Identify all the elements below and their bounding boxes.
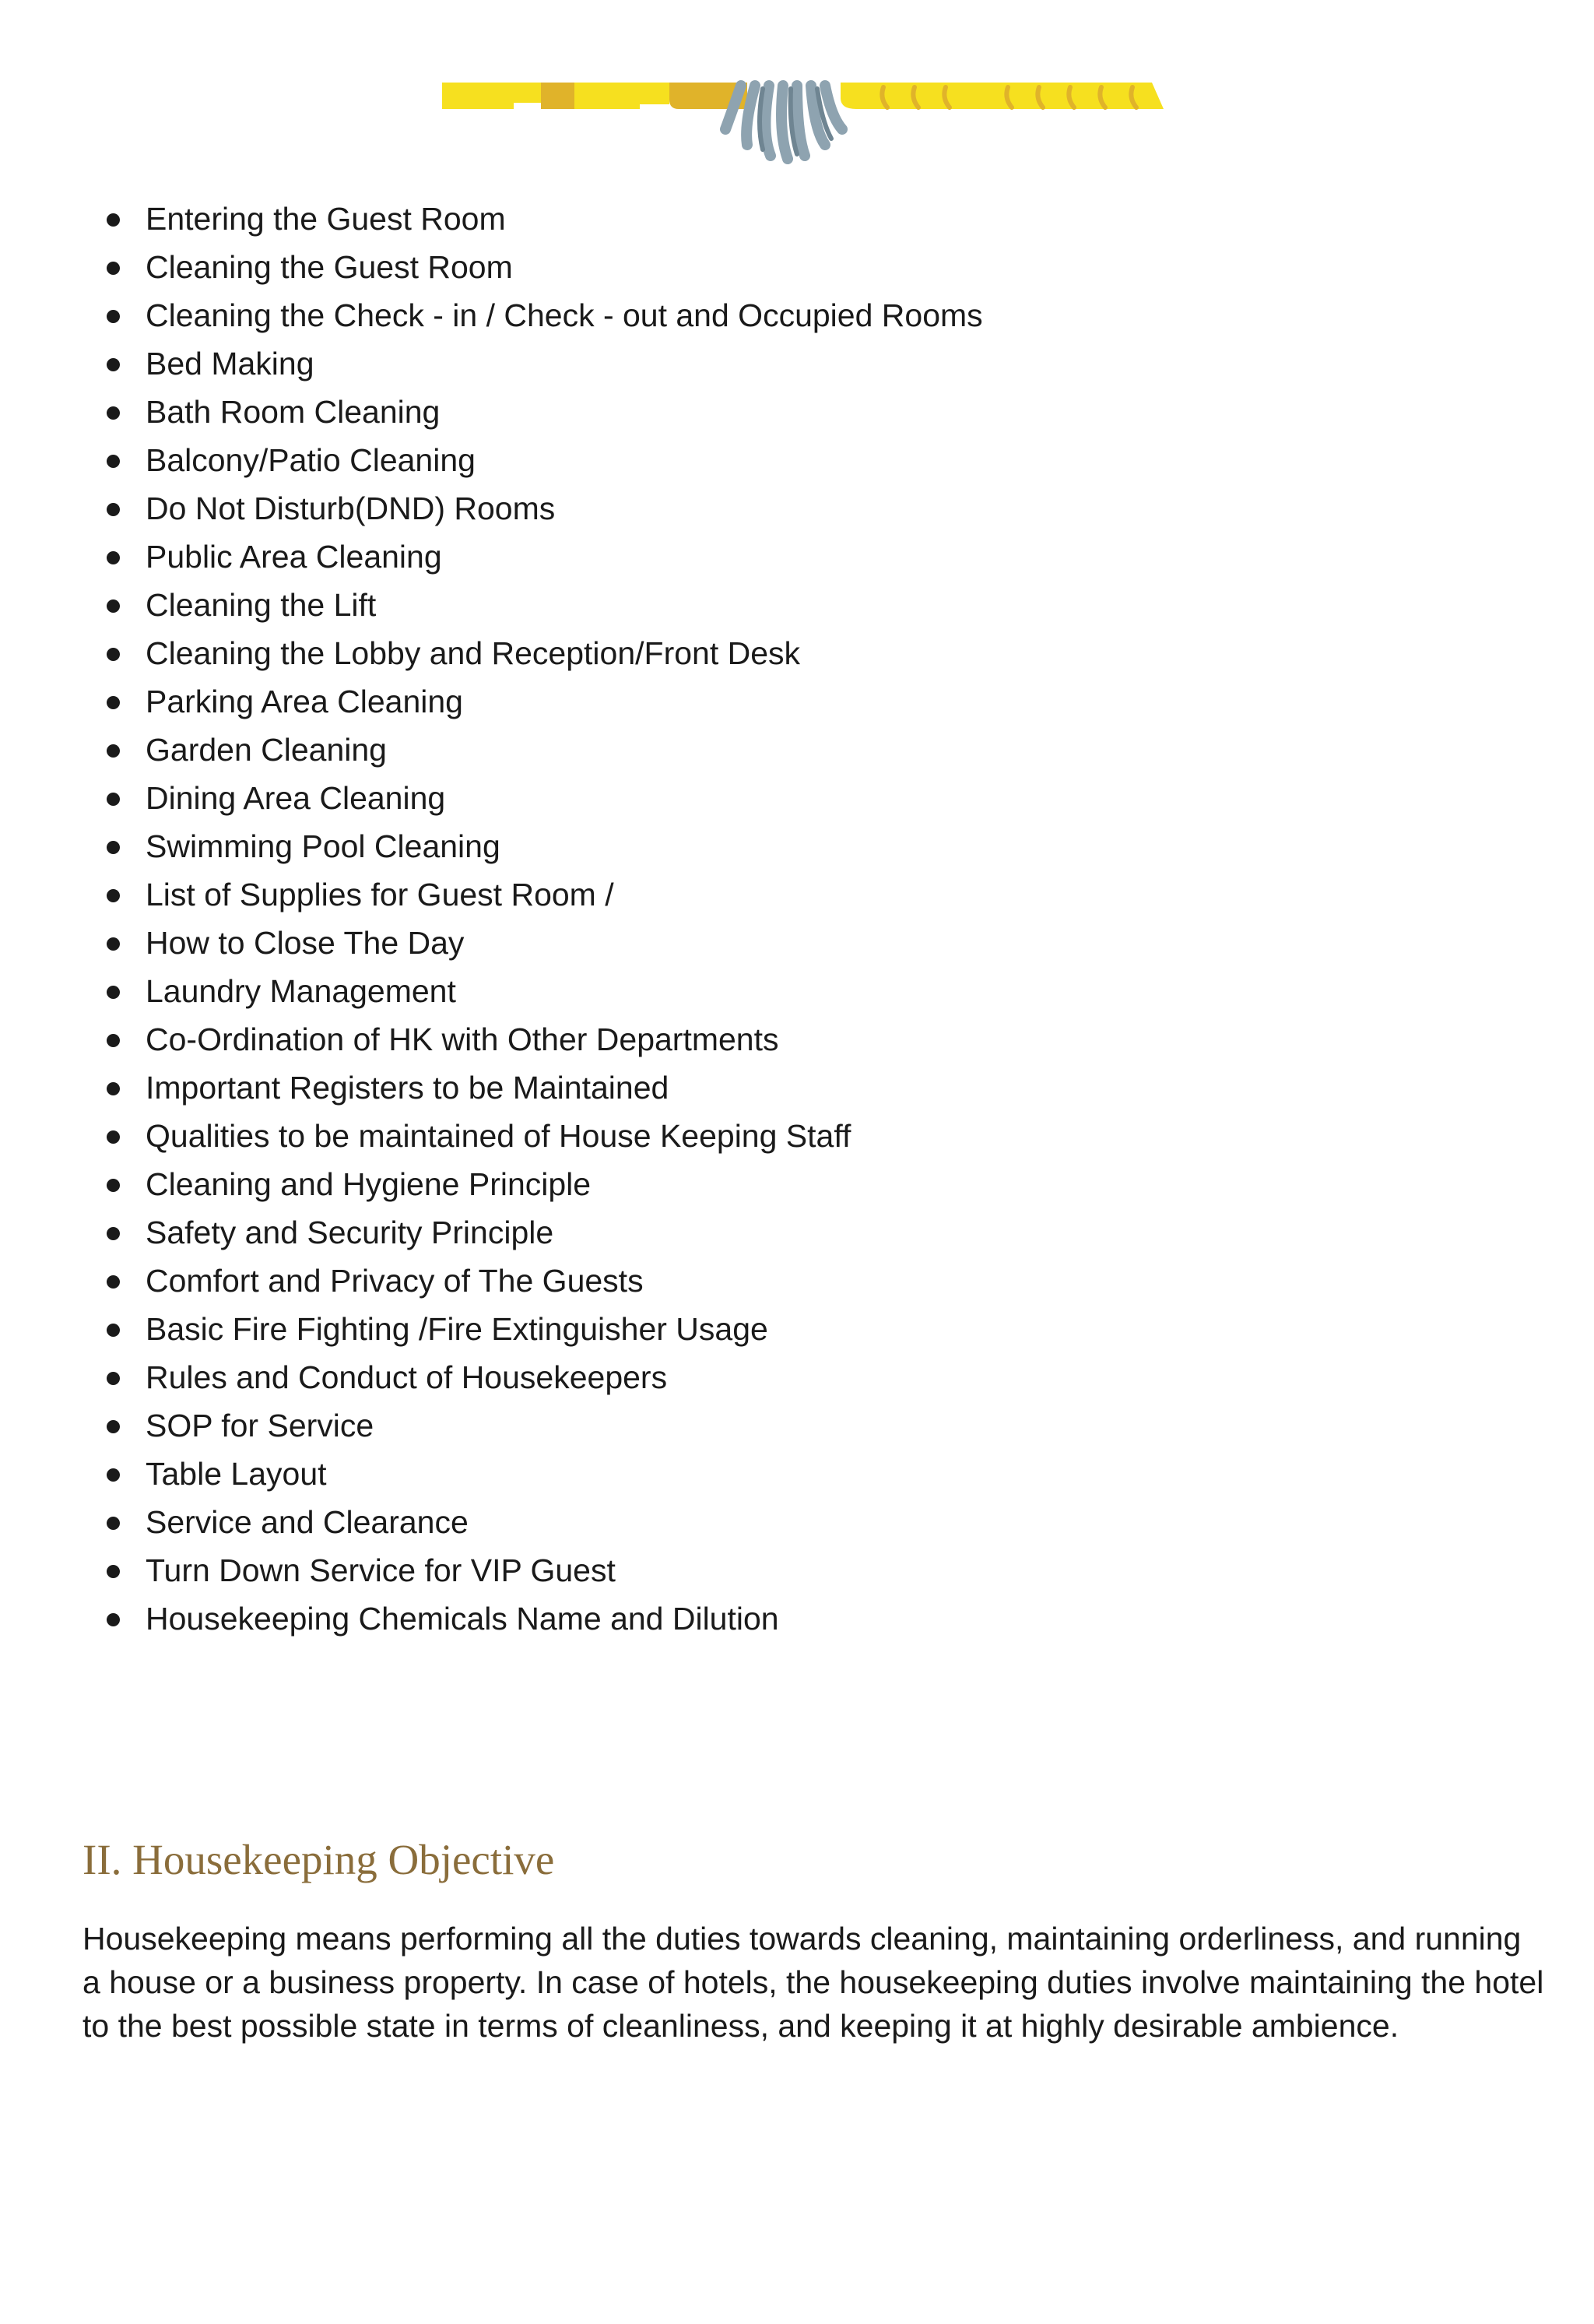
list-item (0, 822, 1594, 870)
mop-broom-illustration (436, 78, 1167, 171)
bullet-icon (107, 744, 120, 758)
list-item-label: Cleaning and Hygiene Principle (146, 1166, 592, 1202)
list-item (0, 1401, 1594, 1450)
bullet-icon (107, 1420, 120, 1433)
bullet-icon (107, 455, 120, 468)
list-item-label: Parking Area Cleaning (146, 684, 463, 719)
bullet-icon (107, 696, 120, 709)
list-item (0, 581, 1594, 629)
bullet-icon (107, 937, 120, 951)
list-item (0, 484, 1594, 533)
bullet-icon (107, 1517, 120, 1530)
broom-handle-right (841, 83, 1164, 109)
list-item-label: Housekeeping Chemicals Name and Dilution (146, 1601, 779, 1637)
list-item-label: Cleaning the Lobby and Reception/Front Desk (146, 635, 801, 671)
list-item-label: Swimming Pool Cleaning (146, 828, 500, 864)
list-item (0, 1305, 1594, 1353)
bullet-icon (107, 551, 120, 564)
section-title: II. Housekeeping Objective (83, 1836, 555, 1883)
list-item (0, 1160, 1594, 1208)
list-item-label: Cleaning the Lift (146, 587, 377, 623)
broom-block-3 (640, 83, 669, 104)
list-item-label: Turn Down Service for VIP Guest (146, 1552, 616, 1588)
broom-notch-1 (541, 83, 574, 109)
list-item (0, 1015, 1594, 1064)
section-body: Housekeeping means performing all the duties towards cleaning, maintaining orderliness, and running a house or a business property. In case of hotels, the housekeeping duties involve maintaining the hotel to the best possible state in terms of cleanliness, and keeping it at highly desirable ambience. (83, 1921, 1544, 2044)
bullet-icon (107, 889, 120, 902)
list-item-label: Garden Cleaning (146, 732, 387, 768)
bullet-icon (107, 648, 120, 661)
bullet-icon (107, 599, 120, 613)
list-item-label: Basic Fire Fighting /Fire Extinguisher Usage (146, 1311, 768, 1347)
list-item-label: Table Layout (146, 1456, 327, 1492)
list-item (0, 677, 1594, 726)
bullet-icon (107, 262, 120, 275)
list-item (0, 1064, 1594, 1112)
broom-handle-left (442, 83, 514, 109)
list-item (0, 726, 1594, 774)
broom-block-1 (514, 83, 541, 103)
list-item-label: Cleaning the Check - in / Check - out and Occupied Rooms (146, 297, 983, 333)
list-item-label: Important Registers to be Maintained (146, 1070, 669, 1106)
bullet-icon (107, 1034, 120, 1047)
list-item (0, 388, 1594, 436)
list-item (0, 1353, 1594, 1401)
bullet-icon (107, 1227, 120, 1240)
bullet-icon (107, 310, 120, 323)
list-item-label: Bath Room Cleaning (146, 394, 441, 430)
list-item (0, 291, 1594, 339)
bullet-icon (107, 1130, 120, 1144)
bullet-icon (107, 358, 120, 371)
list-item (0, 1498, 1594, 1546)
bullet-icon (107, 1082, 120, 1095)
list-item (0, 1208, 1594, 1257)
list-item (0, 339, 1594, 388)
list-item (0, 774, 1594, 822)
list-item (0, 870, 1594, 919)
list-item-label: Entering the Guest Room (146, 201, 506, 237)
list-item-label: List of Supplies for Guest Room / (146, 877, 614, 912)
list-item (0, 967, 1594, 1015)
list-item-label: Service and Clearance (146, 1504, 469, 1540)
broom-block-2 (574, 83, 640, 109)
list-item-label: Comfort and Privacy of The Guests (146, 1263, 644, 1299)
list-item-label: Co-Ordination of HK with Other Departments (146, 1021, 779, 1057)
list-item (0, 436, 1594, 484)
bullet-icon (107, 406, 120, 420)
list-item-label: Do Not Disturb(DND) Rooms (146, 490, 556, 526)
list-item-label: Public Area Cleaning (146, 539, 442, 575)
list-item-label: Rules and Conduct of Housekeepers (146, 1359, 668, 1395)
bullet-icon (107, 1565, 120, 1578)
bullet-icon (107, 793, 120, 806)
list-item-label: Laundry Management (146, 973, 456, 1009)
topic-list (0, 195, 1594, 1643)
bullet-icon (107, 1372, 120, 1385)
list-item (0, 1450, 1594, 1498)
bullet-icon (107, 841, 120, 854)
bullet-icon (107, 1468, 120, 1482)
list-item-label: SOP for Service (146, 1408, 374, 1443)
bullet-icon (107, 503, 120, 516)
list-item (0, 1594, 1594, 1643)
list-item (0, 1112, 1594, 1160)
list-item (0, 243, 1594, 291)
list-item-label: Dining Area Cleaning (146, 780, 446, 816)
list-item-label: Qualities to be maintained of House Keeping Staff (146, 1118, 851, 1154)
list-item (0, 195, 1594, 243)
bullet-icon (107, 1275, 120, 1289)
bullet-icon (107, 1179, 120, 1192)
list-item (0, 629, 1594, 677)
bullet-icon (107, 213, 120, 227)
bullet-icon (107, 986, 120, 999)
bullet-icon (107, 1613, 120, 1626)
list-item-label: Bed Making (146, 346, 314, 381)
list-item (0, 1257, 1594, 1305)
list-item (0, 919, 1594, 967)
list-item (0, 533, 1594, 581)
bullet-icon (107, 1324, 120, 1337)
list-item (0, 1546, 1594, 1594)
list-item-label: How to Close The Day (146, 925, 465, 961)
list-item-label: Safety and Security Principle (146, 1215, 554, 1250)
list-item-label: Balcony/Patio Cleaning (146, 442, 476, 478)
list-item-label: Cleaning the Guest Room (146, 249, 513, 285)
